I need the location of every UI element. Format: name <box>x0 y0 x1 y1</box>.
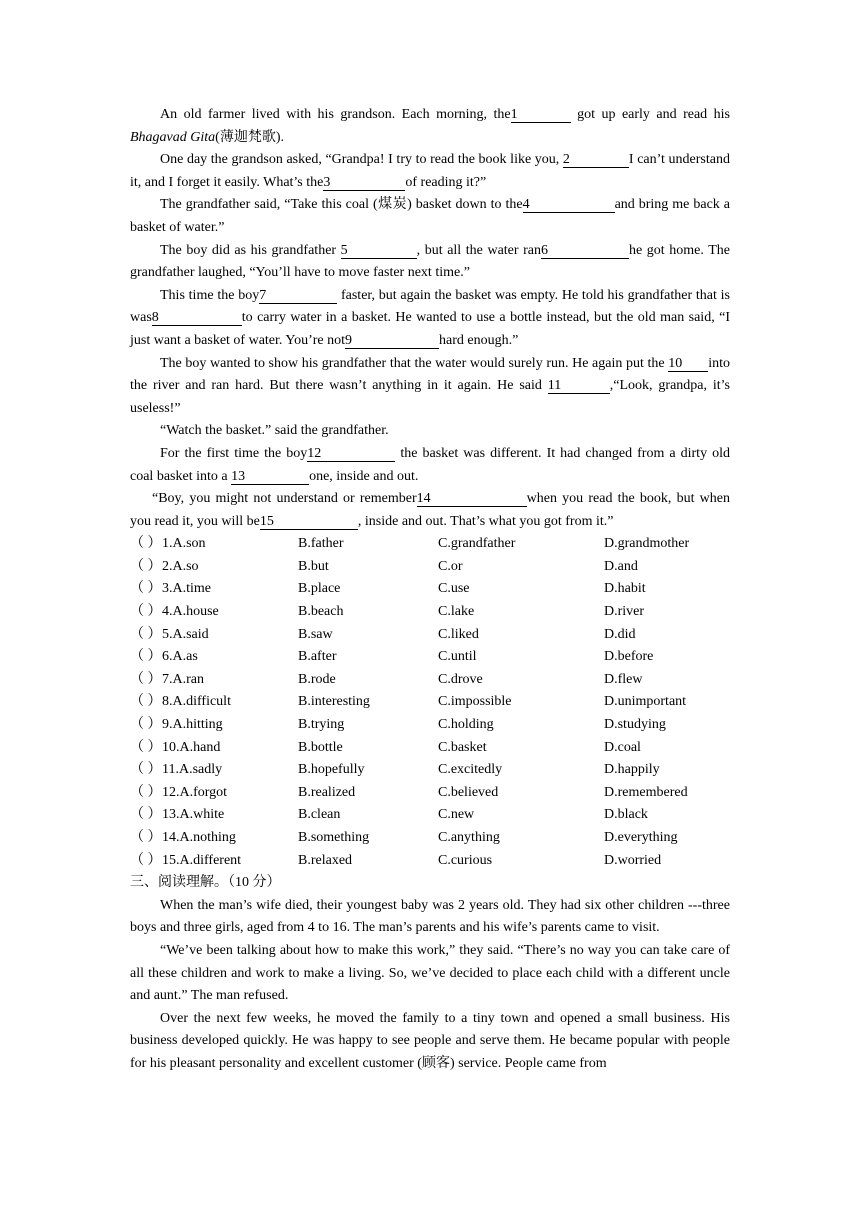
blank-10[interactable]: 10 <box>668 356 708 372</box>
option-row <box>130 556 730 579</box>
answer-paren[interactable]: （ ） <box>130 694 162 710</box>
option-row <box>130 850 730 873</box>
text: into the river and ran hard. But there wasn’t anything in it again. He said <box>130 355 730 394</box>
option-row <box>130 624 730 647</box>
paragraph-1 <box>130 104 730 149</box>
option-c: C.until <box>438 649 477 665</box>
option-row <box>130 737 730 760</box>
option-c: C.excitedly <box>438 762 503 778</box>
blank-12[interactable]: 12 <box>307 446 395 462</box>
option-a: 2.A.so <box>162 558 199 574</box>
text: ,“Look, grandpa, it’s useless!” <box>130 378 730 416</box>
option-b: B.clean <box>298 807 341 823</box>
option-c: C.curious <box>438 852 493 868</box>
option-d: D.black <box>604 807 648 823</box>
text: faster, but again the basket was empty. He told his grandfather that is was <box>130 287 730 326</box>
worksheet-page <box>130 104 730 1076</box>
option-d: D.studying <box>604 717 666 733</box>
option-b: B.hopefully <box>298 762 365 778</box>
option-d: D.flew <box>604 671 643 687</box>
option-c: C.drove <box>438 671 483 687</box>
answer-paren[interactable]: （ ） <box>130 558 162 574</box>
option-a: 5.A.said <box>162 626 209 642</box>
option-a: 7.A.ran <box>162 671 204 687</box>
text: “Boy, you might not understand or remember <box>152 491 417 507</box>
option-b: B.beach <box>298 604 344 620</box>
option-c: C.grandfather <box>438 536 516 552</box>
reading-paragraph-1: When the man’s wife died, their youngest baby was 2 years old. They had six other children ---three boys and three girls, aged from 4 to 16. The man’s parents and his wife’s parents came to visit. <box>130 897 730 936</box>
option-c: C.impossible <box>438 694 512 710</box>
paragraph-3 <box>130 194 730 239</box>
option-c: C.new <box>438 807 475 823</box>
option-c: C.believed <box>438 784 499 800</box>
paragraph-9 <box>130 488 730 533</box>
option-d: D.unimportant <box>604 694 687 710</box>
option-c: C.holding <box>438 717 494 733</box>
text: I can’t understand it, and I forget it easily. What’s the <box>130 152 730 190</box>
blank-6[interactable]: 6 <box>541 243 629 259</box>
option-d: D.before <box>604 649 654 665</box>
answer-paren[interactable]: （ ） <box>130 852 162 868</box>
answer-paren[interactable]: （ ） <box>130 626 162 642</box>
text: he got home. The grandfather laughed, “You’ll have to move faster next time.” <box>130 242 730 281</box>
blank-5[interactable]: 5 <box>341 243 417 259</box>
answer-paren[interactable]: （ ） <box>130 671 162 687</box>
answer-paren[interactable]: （ ） <box>130 830 162 845</box>
option-b: B.father <box>298 536 344 552</box>
option-d: D.remembered <box>604 784 688 800</box>
option-b: B.something <box>298 830 370 845</box>
text: The boy wanted to show his grandfather that the water would surely run. He again put the <box>160 355 669 371</box>
option-b: B.after <box>298 649 337 665</box>
answer-paren[interactable]: （ ） <box>130 784 162 800</box>
text: hard enough.” <box>439 332 519 348</box>
blank-7[interactable]: 7 <box>259 288 337 304</box>
option-d: D.everything <box>604 830 678 845</box>
reading-paragraph-3: Over the next few weeks, he moved the family to a tiny town and opened a small business. His business developed quickly. He was happy to see people and serve them. He became popular with people for his pleasant personality and excellent customer (顾客) service. People came from <box>130 1010 730 1071</box>
answer-paren[interactable]: （ ） <box>130 536 162 552</box>
text: got up early and read his <box>570 107 730 122</box>
text: of reading it?” <box>405 174 487 190</box>
answer-paren[interactable]: （ ） <box>130 762 162 778</box>
paragraph-7: “Watch the basket.” said the grandfather. <box>160 423 389 439</box>
answer-paren[interactable]: （ ） <box>130 717 162 733</box>
text: , inside and out. That’s what you got from it.” <box>357 513 614 529</box>
option-row <box>130 533 730 556</box>
text: one, inside and out. <box>309 468 419 484</box>
option-c: C.anything <box>438 830 500 845</box>
option-a: 12.A.forgot <box>162 784 228 800</box>
blank-14[interactable]: 14 <box>417 491 527 507</box>
option-d: D.happily <box>604 762 660 778</box>
paragraph-4 <box>130 240 730 285</box>
option-b: B.saw <box>298 626 333 642</box>
answer-paren[interactable]: （ ） <box>130 807 162 823</box>
blank-1[interactable]: 1 <box>511 107 571 123</box>
text: The boy did as his grandfather <box>160 242 341 258</box>
blank-11[interactable]: 11 <box>548 378 610 394</box>
blank-9[interactable]: 9 <box>345 333 439 349</box>
option-b: B.rode <box>298 671 336 687</box>
option-row <box>130 714 730 737</box>
option-a: 11.A.sadly <box>162 762 223 778</box>
text: For the first time the boy <box>160 445 308 461</box>
text: the basket was different. It had changed from a dirty old coal basket into a <box>130 445 730 484</box>
option-a: 4.A.house <box>162 604 219 620</box>
option-row <box>130 804 730 827</box>
options-list <box>130 533 730 872</box>
option-d: D.did <box>604 626 636 642</box>
option-row <box>130 691 730 714</box>
option-c: C.liked <box>438 626 479 642</box>
option-d: D.habit <box>604 581 646 597</box>
answer-paren[interactable]: （ ） <box>130 604 162 620</box>
option-d: D.river <box>604 604 645 620</box>
option-a: 3.A.time <box>162 581 211 597</box>
option-a: 6.A.as <box>162 649 198 665</box>
option-b: B.place <box>298 581 341 597</box>
text: to carry water in a basket. He wanted to use a bottle instead, but the old man said, “I just want a basket of water. You’re not <box>130 310 730 348</box>
text: (薄迦梵歌). <box>215 129 284 145</box>
option-d: D.coal <box>604 739 641 755</box>
reading-paragraph-2: “We’ve been talking about how to make this work,” they said. “There’s no way you can take care of all these children and work to make a living. So, we’ve decided to place each child with a different uncle and aunt.” The man refused. <box>130 942 730 1004</box>
option-row <box>130 759 730 782</box>
answer-paren[interactable]: （ ） <box>130 649 162 665</box>
blank-3[interactable]: 3 <box>323 175 405 191</box>
option-d: D.grandmother <box>604 536 690 552</box>
text: An old farmer lived with his grandson. Each morning, the <box>160 107 511 122</box>
blank-8[interactable]: 8 <box>152 310 242 326</box>
option-row <box>130 782 730 805</box>
option-row <box>130 669 730 692</box>
option-d: D.worried <box>604 852 662 868</box>
text: , but all the water ran <box>416 242 542 258</box>
option-b: B.trying <box>298 717 345 733</box>
paragraph-5 <box>130 285 730 353</box>
option-b: B.realized <box>298 784 356 800</box>
option-b: B.bottle <box>298 739 343 755</box>
text: This time the boy <box>160 287 260 303</box>
option-row <box>130 578 730 601</box>
paragraph-6 <box>130 353 730 421</box>
option-b: B.interesting <box>298 694 370 710</box>
answer-paren[interactable]: （ ） <box>130 581 162 597</box>
text: One day the grandson asked, “Grandpa! I try to read the book like you, <box>160 152 563 168</box>
option-b: B.relaxed <box>298 852 353 868</box>
blank-2[interactable]: 2 <box>563 152 629 168</box>
book-title: Bhagavad Gita <box>130 129 216 145</box>
blank-13[interactable]: 13 <box>231 469 309 485</box>
answer-paren[interactable]: （ ） <box>130 739 162 755</box>
option-a: 9.A.hitting <box>162 717 223 733</box>
blank-4[interactable]: 4 <box>523 197 615 213</box>
option-c: C.basket <box>438 739 487 755</box>
text: and bring me back a basket of water.” <box>130 197 730 235</box>
option-row <box>130 646 730 669</box>
option-a: 13.A.white <box>162 807 225 823</box>
text: The grandfather said, “Take this coal (煤炭) basket down to the <box>160 197 523 213</box>
paragraph-8 <box>130 443 730 488</box>
option-c: C.or <box>438 558 463 574</box>
option-c: C.lake <box>438 604 475 620</box>
section-heading: 三、阅读理解。（10 分） <box>130 875 281 891</box>
text: when you read the book, but when you read it, you will be <box>130 491 730 529</box>
option-c: C.use <box>438 581 470 597</box>
option-b: B.but <box>298 558 329 574</box>
option-row <box>130 601 730 624</box>
option-a: 15.A.different <box>162 852 242 868</box>
option-a: 10.A.hand <box>162 739 221 755</box>
option-a: 14.A.nothing <box>162 830 236 845</box>
option-a: 1.A.son <box>162 536 206 552</box>
option-a: 8.A.difficult <box>162 694 231 710</box>
option-d: D.and <box>604 558 638 574</box>
paragraph-2 <box>130 149 730 194</box>
blank-15[interactable]: 15 <box>260 514 358 530</box>
option-row <box>130 827 730 850</box>
